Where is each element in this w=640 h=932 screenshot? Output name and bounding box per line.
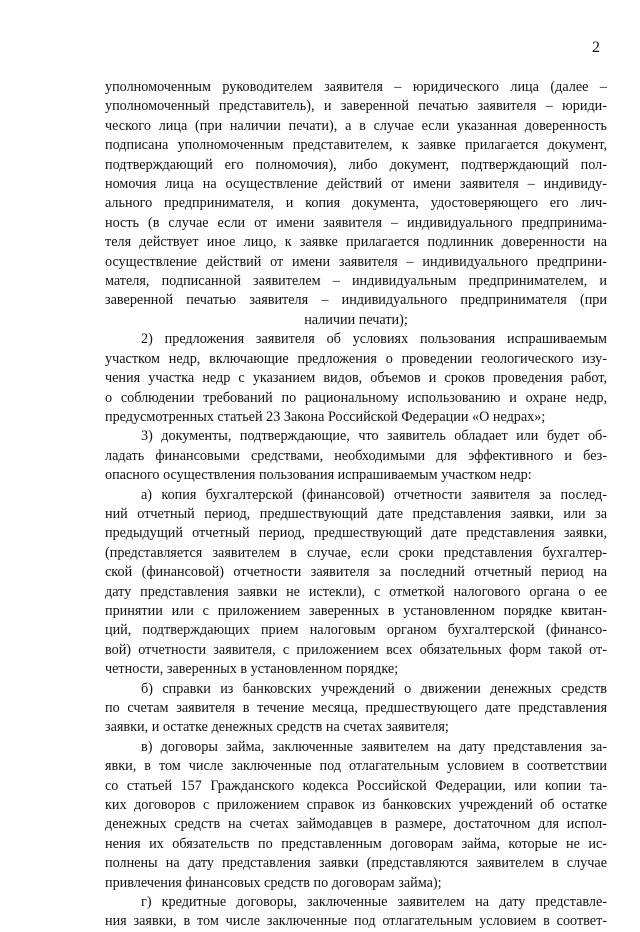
text-line: уполномоченный представитель), и заверенной печатью заявителя – юриди-	[105, 98, 607, 115]
paragraph-item-3	[105, 427, 607, 485]
text-line: мателя, подписанной заявителем – индивидуальным предпринимателем, и	[105, 273, 607, 290]
text-line: опасного осуществления пользования испрашиваемым участком недр:	[105, 467, 532, 484]
text-line: ской (финансовой) отчетности заявителя за последний отчетный период на	[105, 564, 607, 581]
text-line: ний отчетный период, предшествующий дате представления заявки, или за	[105, 505, 607, 522]
text-line: ций, подтверждающих прием налоговым органом бухгалтерской (финансо-	[105, 622, 607, 639]
page-number: 2	[592, 39, 600, 56]
text-line: нения их обязательств по представленным договорам займа, которые не ис-	[105, 835, 607, 852]
text-line: ких договоров с приложением справок из банковских учреждений об остатке	[105, 797, 607, 814]
text-line: со статьей 157 Гражданского кодекса Российской Федерации, или копии та-	[105, 777, 607, 794]
text-line: полнены на дату представления заявки (представляются заявителем в случае	[105, 855, 607, 872]
text-line: подписана уполномоченным представителем, к заявке прилагается документ,	[105, 137, 607, 154]
text-line: (представляется заявителем в случае, если сроки представления бухгалтер-	[105, 544, 607, 561]
text-line: предыдущий отчетный период, предшествующий дате представления заявки,	[105, 525, 607, 542]
text-line: четности, заверенных в установленном порядке;	[105, 661, 399, 678]
paragraph-subitem-g	[105, 893, 607, 932]
text-line: ческого лица (при наличии печати), а в случае если указанная доверенность	[105, 117, 607, 134]
paragraph-continuation	[105, 78, 607, 330]
text-line: по счетам заявителя в течение месяца, предшествующего дате представления	[105, 700, 607, 716]
text-line: ладать финансовыми средствами, необходимыми для эффективного и без-	[105, 447, 607, 464]
text-line: г) кредитные договоры, заключенные заявителем на дату представле-	[141, 894, 607, 911]
text-line: заявки, и остатке денежных средств на счетах заявителя;	[105, 719, 449, 736]
text-line: 3) документы, подтверждающие, что заявитель обладает или будет об-	[141, 428, 607, 445]
text-line: принятии или с приложением заверенных в установленном порядке квитан-	[105, 602, 607, 619]
paragraph-item-2	[105, 330, 607, 427]
text-line: чения участка недр с указанием видов, объемов и сроков проведения работ,	[105, 370, 607, 387]
text-line: участком недр, включающие предложения о проведении геологического изу-	[105, 350, 607, 367]
text-line: денежных средств на счетах займодавцев в размере, достаточном для испол-	[105, 816, 607, 833]
text-line: привлечения финансовых средств по договорам займа);	[105, 874, 442, 891]
text-line: подтверждающий его полномочия), либо документ, подтверждающий пол-	[105, 156, 607, 173]
text-line: заверенной печатью заявителя – индивидуального предпринимателя (при	[105, 292, 607, 309]
text-line: 2) предложения заявителя об условиях пользования испрашиваемым	[141, 331, 607, 348]
text-line: дату представления заявки не истекли), с отметкой налогового органа о ее	[105, 583, 607, 600]
text-line: осуществление действий от имени заявителя – индивидуального предприни-	[105, 253, 607, 270]
text-line: наличии печати);	[304, 311, 408, 328]
text-line: предусмотренных статьей 23 Закона Российской Федерации «О недрах»;	[105, 408, 546, 425]
text-line: ального предпринимателя, и копия документа, удостоверяющего его лич-	[105, 195, 607, 212]
text-line: о соблюдении требований по рациональному использованию и охране недр,	[105, 389, 607, 406]
document-body	[105, 78, 607, 932]
text-line: ность (в случае если от имени заявителя – индивидуального предпринима-	[105, 214, 607, 231]
text-line: уполномоченным руководителем заявителя – юридического лица (далее –	[105, 79, 607, 95]
text-line: теля действует иное лицо, к заявке прилагается подлинник доверенности на	[105, 234, 607, 251]
text-line: а) копия бухгалтерской (финансовой) отчетности заявителя за послед-	[141, 486, 607, 503]
text-line: номочия лица на осуществление действий от имени заявителя – индивиду-	[105, 176, 607, 193]
text-line: вой) отчетности заявителя, с приложением всех обязательных форм такой от-	[105, 641, 607, 658]
text-line: в) договоры займа, заключенные заявителем на дату представления за-	[141, 738, 607, 755]
paragraph-subitem-v	[105, 738, 607, 893]
text-line: ния заявки, в том числе заключенные под отлагательным условием в соответ-	[105, 913, 607, 930]
paragraph-subitem-b	[105, 680, 607, 738]
paragraph-subitem-a	[105, 486, 607, 680]
text-line: б) справки из банковских учреждений о движении денежных средств	[141, 680, 607, 697]
text-line: явки, в том числе заключенные под отлагательным условием в соответствии	[105, 758, 607, 775]
